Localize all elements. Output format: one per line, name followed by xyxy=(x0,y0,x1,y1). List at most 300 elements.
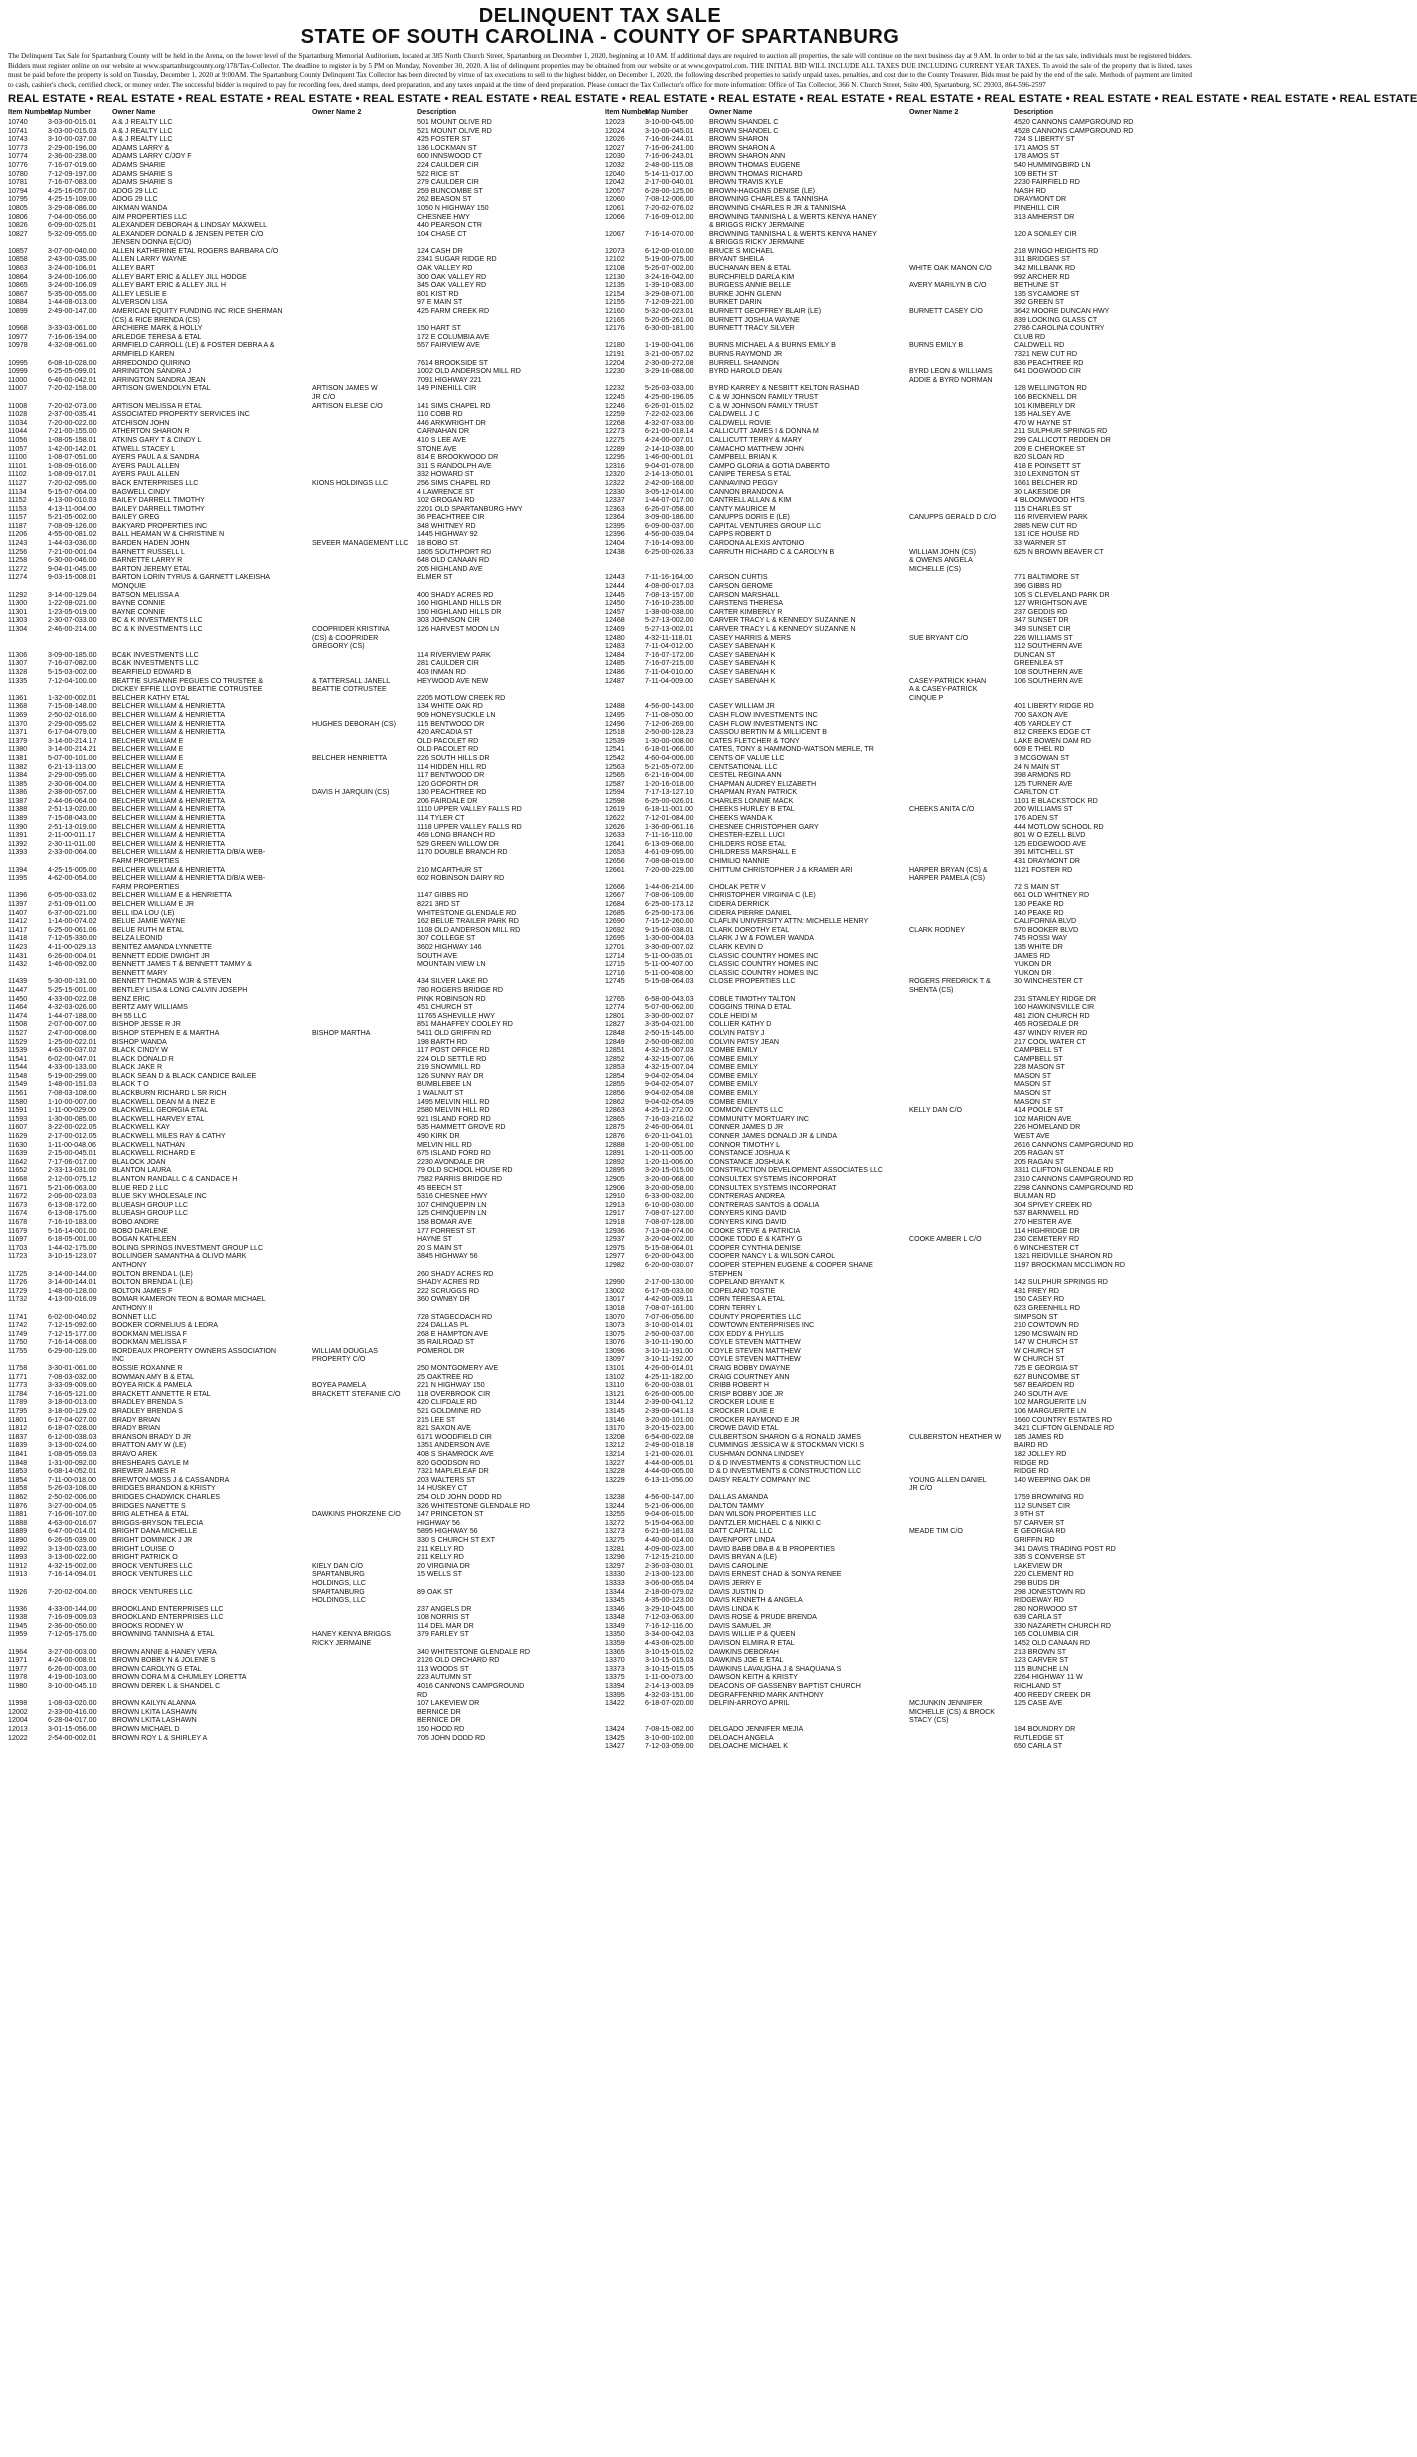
description: 25 OAKTREE RD xyxy=(417,1372,473,1381)
description: 114 DEL MAR DR xyxy=(417,1621,474,1630)
owner-name-2 xyxy=(909,1373,1014,1382)
item-number: 11307 xyxy=(8,659,28,668)
owner-name: DELOACH ANGELA xyxy=(709,1733,774,1742)
description: 705 JOHN DODD RD xyxy=(417,1733,486,1742)
table-row xyxy=(605,1270,1192,1279)
owner-name-2 xyxy=(312,805,417,814)
owner-name: JENSEN DONNA E(C/O) xyxy=(112,238,192,247)
description: RIDGE RD xyxy=(1014,1467,1049,1476)
map-number: 3-14-00-214.21 xyxy=(48,745,97,754)
owner-name-2 xyxy=(909,771,1014,780)
owner-name-2 xyxy=(312,745,417,754)
owner-name: CENTS OF VALUE LLC xyxy=(709,753,785,762)
item-number: 12480 xyxy=(605,633,625,642)
description: 5895 HIGHWAY 56 xyxy=(417,1527,478,1536)
description: 35 RAILROAD ST xyxy=(417,1338,475,1347)
owner-name: CONNER JAMES D JR xyxy=(709,1123,784,1132)
map-number: 3-09-00-186.00 xyxy=(645,513,694,522)
map-number: 7-11-16-164.00 xyxy=(645,573,693,582)
table-row xyxy=(605,1046,1192,1055)
owner-name-2: HARPER BRYAN (CS) & xyxy=(909,865,988,874)
table-row xyxy=(8,1699,595,1708)
table-row xyxy=(8,127,595,136)
table-row xyxy=(8,1184,595,1193)
map-number: 6-21-13-113.00 xyxy=(48,762,96,771)
table-row xyxy=(605,1742,1192,1751)
item-number: 12066 xyxy=(605,212,625,221)
table-row xyxy=(8,1390,595,1399)
owner-name: COMBE EMILY xyxy=(709,1054,758,1063)
owner-name: BAILEY DARRELL TIMOTHY xyxy=(112,496,205,505)
map-number: 7-11-16-110.00 xyxy=(645,831,693,840)
owner-name-2 xyxy=(312,780,417,789)
description xyxy=(1014,376,1192,385)
owner-name-2 xyxy=(312,376,417,385)
owner-name-2 xyxy=(312,462,417,471)
owner-name-2 xyxy=(909,522,1014,531)
map-number: 7-16-14-093.00 xyxy=(645,539,694,548)
description: CALIFORNIA BLVD xyxy=(1014,917,1077,926)
item-number: 11591 xyxy=(8,1106,28,1115)
map-number: 1-11-00-029.00 xyxy=(48,1106,96,1115)
table-row xyxy=(8,273,595,282)
table-row xyxy=(605,651,1192,660)
owner-name-2 xyxy=(909,255,1014,264)
map-number: 2-47-00-008.00 xyxy=(48,1028,97,1037)
item-number: 13427 xyxy=(605,1742,625,1751)
description: 2126 OLD ORCHARD RD xyxy=(417,1656,500,1665)
item-number: 13096 xyxy=(605,1346,625,1355)
map-number: 6-29-00-129.00 xyxy=(48,1346,97,1355)
map-number: 2-36-03-030.01 xyxy=(645,1561,694,1570)
description: 150 CASEY RD xyxy=(1014,1295,1064,1304)
map-number: 3-33-09-009.00 xyxy=(48,1381,97,1390)
owner-name-2 xyxy=(312,1012,417,1021)
map-number: 4-25-15-005.00 xyxy=(48,865,97,874)
owner-name: A & J REALTY LLC xyxy=(112,135,173,144)
item-number: 12268 xyxy=(605,418,625,427)
description: 172 E COLUMBIA AVE xyxy=(417,332,490,341)
table-row xyxy=(8,341,595,350)
table-row xyxy=(605,1605,1192,1614)
owner-name xyxy=(112,1691,312,1700)
owner-name-2 xyxy=(312,1441,417,1450)
description: 223 AUTUMN ST xyxy=(417,1673,472,1682)
item-number: 12013 xyxy=(8,1725,28,1733)
description: 310 LEXINGTON ST xyxy=(1014,470,1080,479)
table-row xyxy=(8,1218,595,1227)
map-number: 3-20-00-068.00 xyxy=(645,1175,694,1183)
owner-name: CRISP BOBBY JOE JR xyxy=(709,1389,784,1398)
map-number: 4-09-00-023.00 xyxy=(645,1544,694,1553)
map-number: 2-51-13-019.00 xyxy=(48,822,97,831)
owner-name: INC xyxy=(112,1355,125,1364)
owner-name-2 xyxy=(312,857,417,866)
map-number: 3-33-03-061.00 xyxy=(48,324,97,333)
item-number: 11274 xyxy=(8,573,28,582)
owner-name-2 xyxy=(909,1416,1014,1425)
map-number: 3-29-16-088.00 xyxy=(645,367,694,376)
map-number: 7-12-03-059.00 xyxy=(645,1742,694,1751)
map-number: 3-10-00-102.00 xyxy=(645,1733,694,1742)
owner-name: CANUPPS DORIS E (LE) xyxy=(709,513,790,522)
table-row xyxy=(605,1029,1192,1038)
item-number: 11964 xyxy=(8,1647,28,1656)
item-number: 12191 xyxy=(605,350,625,358)
map-number: 9-04-02-054.07 xyxy=(645,1080,694,1089)
description: 117 POST OFFICE RD xyxy=(417,1046,490,1055)
owner-name xyxy=(112,642,312,651)
map-number: 5-32-09-055.00 xyxy=(48,229,97,238)
owner-name-2 xyxy=(909,1536,1014,1545)
map-number: 9-04-06-015.00 xyxy=(645,1510,694,1519)
map-number: 1-44-03-036.00 xyxy=(48,539,97,548)
item-number: 11758 xyxy=(8,1364,28,1373)
owner-name: BELCHER WILLIAM & HENRIETTA xyxy=(112,702,225,711)
description: 400 SHADY ACRES RD xyxy=(417,590,494,599)
description: CARLTON CT xyxy=(1014,788,1059,797)
map-number: 3-06-00-055.04 xyxy=(645,1578,694,1587)
table-row xyxy=(8,1115,595,1124)
map-number: 7-13-08-074.00 xyxy=(645,1226,694,1235)
table-row xyxy=(605,436,1192,445)
description: 398 ARMONS RD xyxy=(1014,771,1071,780)
owner-name: COMBE EMILY xyxy=(709,1063,758,1072)
owner-name: CANTRELL ALLAN & KIM xyxy=(709,496,792,505)
table-row xyxy=(8,1682,595,1691)
description: 425 FOSTER ST xyxy=(417,135,471,144)
description: 3421 CLIFTON GLENDALE RD xyxy=(1014,1424,1115,1433)
item-number: 11668 xyxy=(8,1175,28,1183)
description xyxy=(1014,1708,1192,1717)
table-row xyxy=(8,530,595,539)
owner-name: BROWNING TANNISHA & ETAL xyxy=(112,1630,215,1639)
owner-name: CHESTER-EZELL LUCI xyxy=(709,831,785,840)
description: 125 EDGEWOOD AVE xyxy=(1014,839,1087,848)
owner-name: BROWN SHANDEL C xyxy=(709,117,779,126)
map-number: 5-20-05-261.00 xyxy=(645,315,694,324)
owner-name-2: MCJUNKIN JENNIFER xyxy=(909,1699,983,1708)
description: 2786 CAROLINA COUNTRY xyxy=(1014,324,1105,333)
owner-name-2 xyxy=(909,453,1014,462)
description: 521 GOLDMINE RD xyxy=(417,1407,481,1416)
table-row xyxy=(605,255,1192,264)
description: 210 MCARTHUR ST xyxy=(417,865,483,874)
owner-name: CARSON CURTIS xyxy=(709,573,768,582)
table-row xyxy=(8,883,595,892)
item-number xyxy=(605,694,645,703)
owner-name: COUNTY PROPERTIES LLC xyxy=(709,1312,802,1321)
owner-name: BOSSIE ROXANNE R xyxy=(112,1364,183,1373)
owner-name-2 xyxy=(312,960,417,969)
map-number xyxy=(48,1691,112,1700)
item-number xyxy=(8,685,48,694)
table-row xyxy=(8,496,595,505)
map-number: 6-20-11-041.01 xyxy=(645,1132,693,1141)
table-row xyxy=(8,402,595,411)
table-row xyxy=(8,986,595,995)
owner-name-2 xyxy=(312,316,417,325)
description: 481 ZION CHURCH RD xyxy=(1014,1011,1090,1020)
item-number: 11395 xyxy=(8,874,28,883)
table-row xyxy=(605,866,1192,875)
owner-name-2 xyxy=(909,797,1014,806)
item-number: 12320 xyxy=(605,470,625,479)
description: 1290 MCSWAIN RD xyxy=(1014,1329,1078,1338)
owner-name: CLASSIC COUNTRY HOMES INC xyxy=(709,960,819,969)
description: 134 WHITE OAK RD xyxy=(417,702,483,711)
description: 7582 PARRIS BRIDGE RD xyxy=(417,1175,503,1183)
table-row xyxy=(605,1502,1192,1511)
table-row xyxy=(605,1080,1192,1089)
description: 131 ICE HOUSE RD xyxy=(1014,530,1080,539)
item-number: 12641 xyxy=(605,839,625,848)
map-number: 1-30-00-008.00 xyxy=(645,736,694,745)
item-number: 12917 xyxy=(605,1209,625,1218)
table-row xyxy=(8,1398,595,1407)
owner-name: COMBE EMILY xyxy=(709,1046,758,1055)
owner-name: BROWN DEREK L & SHANDEL C xyxy=(112,1682,221,1691)
owner-name-2 xyxy=(909,410,1014,419)
owner-name-2 xyxy=(909,1244,1014,1253)
owner-name-2 xyxy=(312,1080,417,1089)
item-number: 12042 xyxy=(605,178,625,187)
map-number xyxy=(48,1639,112,1648)
item-number: 12856 xyxy=(605,1089,625,1098)
map-number: 1-30-00-004.03 xyxy=(645,934,694,943)
table-row xyxy=(605,178,1192,187)
description: 627 BUNCOMBE ST xyxy=(1014,1372,1080,1381)
table-row xyxy=(8,634,595,643)
description: NASH RD xyxy=(1014,186,1046,195)
table-row xyxy=(605,539,1192,548)
item-number: 11370 xyxy=(8,719,28,728)
owner-name: COLE HEIDI M xyxy=(709,1011,758,1020)
description: 661 OLD WHITNEY RD xyxy=(1014,891,1090,900)
table-row xyxy=(8,1209,595,1218)
table-row xyxy=(605,831,1192,840)
table-row xyxy=(605,127,1192,136)
description: 347 SUNSET DR xyxy=(1014,616,1069,625)
map-number: 7-15-12-260.00 xyxy=(645,917,694,926)
table-row xyxy=(605,891,1192,900)
owner-name-2 xyxy=(312,1725,417,1734)
map-number: 6-25-00-173.06 xyxy=(645,908,694,917)
owner-name: CONTRERAS SANTOS & ODALIA xyxy=(709,1200,820,1209)
item-number: 12469 xyxy=(605,625,625,633)
item-number xyxy=(605,1484,645,1493)
owner-name: CALLICUTT TERRY & MARY xyxy=(709,435,803,444)
table-row xyxy=(8,780,595,789)
map-number xyxy=(48,1579,112,1588)
map-number: 2-46-00-214.00 xyxy=(48,625,97,633)
table-row xyxy=(605,1424,1192,1433)
owner-name: CONSTANCE JOSHUA K xyxy=(709,1157,791,1166)
map-number: 1-25-00-022.01 xyxy=(48,1037,97,1046)
table-row xyxy=(605,814,1192,823)
table-row xyxy=(8,178,595,187)
right-listing xyxy=(605,118,1192,2308)
table-row xyxy=(8,1235,595,1244)
owner-name-2 xyxy=(312,573,417,582)
owner-name-2 xyxy=(312,410,417,419)
description xyxy=(417,883,595,892)
owner-name-2 xyxy=(909,883,1014,892)
map-number: 5-25-15-001.00 xyxy=(48,985,97,994)
owner-name-2 xyxy=(312,221,417,230)
map-number: 4-25-16-057.00 xyxy=(48,186,97,195)
owner-name: BROCK VENTURES LLC xyxy=(112,1587,193,1596)
owner-name: BELCHER WILLIAM & HENRIETTA xyxy=(112,865,225,874)
item-number: 13144 xyxy=(605,1398,625,1407)
owner-name-2 xyxy=(909,1725,1014,1734)
owner-name: CONSULTEX SYSTEMS INCORPORAT xyxy=(709,1183,837,1192)
table-row xyxy=(605,1510,1192,1519)
table-row xyxy=(8,1596,595,1605)
map-number xyxy=(645,1708,709,1717)
map-number: 3-24-00-106.00 xyxy=(48,272,97,281)
description: 1002 OLD ANDERSON MILL RD xyxy=(417,367,521,376)
owner-name: BRATTON AMY W (LE) xyxy=(112,1441,187,1450)
table-row xyxy=(605,677,1192,686)
table-row xyxy=(605,419,1192,428)
description: 332 HOWARD ST xyxy=(417,470,474,479)
item-number: 11379 xyxy=(8,736,28,745)
table-row xyxy=(8,952,595,961)
owner-name-2 xyxy=(909,625,1014,634)
description: 114 HIGHRIDGE DR xyxy=(1014,1226,1080,1235)
owner-name-2 xyxy=(909,1459,1014,1468)
page-subtitle: STATE OF SOUTH CAROLINA - COUNTY OF SPARTANBURG xyxy=(300,26,900,48)
description: 20 S MAIN ST xyxy=(417,1243,463,1252)
owner-name: BENNETT THOMAS WJR & STEVEN xyxy=(112,977,232,986)
map-number: 5-26-03-108.00 xyxy=(48,1484,97,1493)
item-number xyxy=(8,582,48,591)
item-number: 11447 xyxy=(8,985,28,994)
owner-name-2 xyxy=(312,204,417,213)
map-number: 7-16-10-235.00 xyxy=(645,599,694,608)
table-row xyxy=(605,247,1192,256)
map-number xyxy=(645,1716,709,1725)
map-number xyxy=(48,1261,112,1270)
owner-name: ASSOCIATED PROPERTY SERVICES INC xyxy=(112,410,250,419)
description: BUMBLEBEE LN xyxy=(417,1080,472,1089)
owner-name: BRAVO AREK xyxy=(112,1450,158,1458)
table-row xyxy=(8,1648,595,1657)
table-row xyxy=(8,1639,595,1648)
description xyxy=(417,316,595,325)
item-number xyxy=(605,565,645,574)
owner-name-2 xyxy=(909,1175,1014,1184)
owner-name: BRIDGES CHADWICK CHARLES xyxy=(112,1492,220,1501)
description: 218 WINGO HEIGHTS RD xyxy=(1014,246,1099,255)
item-number: 13208 xyxy=(605,1432,625,1441)
description: 130 PEACHTREE RD xyxy=(417,788,487,797)
item-number: 12396 xyxy=(605,530,625,539)
description: 4 LAWRENCE ST xyxy=(417,487,474,496)
owner-name-2 xyxy=(312,170,417,179)
owner-name: BURNS RAYMOND JR xyxy=(709,350,783,358)
owner-name-2 xyxy=(312,659,417,668)
map-number: 2-18-00-079.02 xyxy=(645,1587,694,1596)
owner-name: BLALOCK JOAN xyxy=(112,1157,166,1166)
map-number: 5-15-04-063.00 xyxy=(645,1518,694,1527)
item-number: 11153 xyxy=(8,504,27,513)
description: 392 GREEN ST xyxy=(1014,298,1065,307)
owner-name-2 xyxy=(909,840,1014,849)
description: 609 E THEL RD xyxy=(1014,745,1065,754)
owner-name-2 xyxy=(909,213,1014,222)
description: 535 HAMMETT GROVE RD xyxy=(417,1123,506,1132)
item-number: 12913 xyxy=(605,1200,625,1209)
description: WHITESTONE GLENDALE RD xyxy=(417,908,517,917)
description: 8221 3RD ST xyxy=(417,900,460,908)
owner-name-2 xyxy=(909,1330,1014,1339)
table-row xyxy=(8,556,595,565)
owner-name-2: DAWKINS PHORZENE C/O xyxy=(312,1510,401,1519)
table-row xyxy=(8,1562,595,1571)
owner-name-2 xyxy=(909,780,1014,789)
description: 160 HAWKINSVILLE CIR xyxy=(1014,1003,1095,1012)
item-number: 12937 xyxy=(605,1235,625,1244)
table-row xyxy=(605,1347,1192,1356)
description: 349 SUNSET CIR xyxy=(1014,625,1071,633)
item-number: 12486 xyxy=(605,667,625,676)
table-row xyxy=(605,1613,1192,1622)
description: 120 GOFORTH DR xyxy=(417,779,479,788)
description xyxy=(417,857,595,866)
map-number xyxy=(48,1304,112,1313)
owner-name: BARDEN HADEN JOHN xyxy=(112,539,190,548)
description: 1108 OLD ANDERSON MILL RD xyxy=(417,925,521,934)
map-number: 6-17-04-079.00 xyxy=(48,728,97,737)
owner-name xyxy=(709,1484,909,1493)
map-number: 2-39-00-041.12 xyxy=(645,1398,694,1407)
item-number: 12849 xyxy=(605,1037,625,1046)
owner-name-2 xyxy=(909,1287,1014,1296)
owner-name-2 xyxy=(909,616,1014,625)
item-number: 11729 xyxy=(8,1286,28,1295)
description xyxy=(417,393,595,402)
map-number: 3-09-00-185.00 xyxy=(48,650,97,659)
table-row xyxy=(8,1725,595,1734)
table-row xyxy=(8,290,595,299)
table-row xyxy=(605,883,1192,892)
owner-name xyxy=(709,986,909,995)
map-number: 2-29-00-196.00 xyxy=(48,143,97,152)
table-row xyxy=(8,1089,595,1098)
owner-name: CROWE DAVID ETAL xyxy=(709,1424,779,1433)
description: 3 MCGOWAN ST xyxy=(1014,753,1070,762)
item-number: 11561 xyxy=(8,1089,28,1098)
map-number: 2-33-13-031.00 xyxy=(48,1166,97,1175)
owner-name: BLUE SKY WHOLESALE INC xyxy=(112,1192,207,1201)
owner-name-2 xyxy=(312,1098,417,1107)
owner-name-2: JR C/O xyxy=(312,392,336,401)
item-number: 12026 xyxy=(605,135,625,144)
owner-name-2: KIELY DAN C/O xyxy=(312,1561,363,1570)
owner-name-2 xyxy=(909,608,1014,617)
owner-name-2 xyxy=(312,247,417,256)
table-row xyxy=(605,1123,1192,1132)
owner-name-2 xyxy=(909,1398,1014,1407)
item-number: 12891 xyxy=(605,1149,625,1158)
owner-name-2 xyxy=(312,1467,417,1476)
table-row xyxy=(605,840,1192,849)
description: 2298 CANNONS CAMPGROUND RD xyxy=(1014,1183,1134,1192)
owner-name: BELCHER WILLIAM & HENRIETTA xyxy=(112,728,225,737)
owner-name: BOBO ANDRE xyxy=(112,1217,159,1226)
